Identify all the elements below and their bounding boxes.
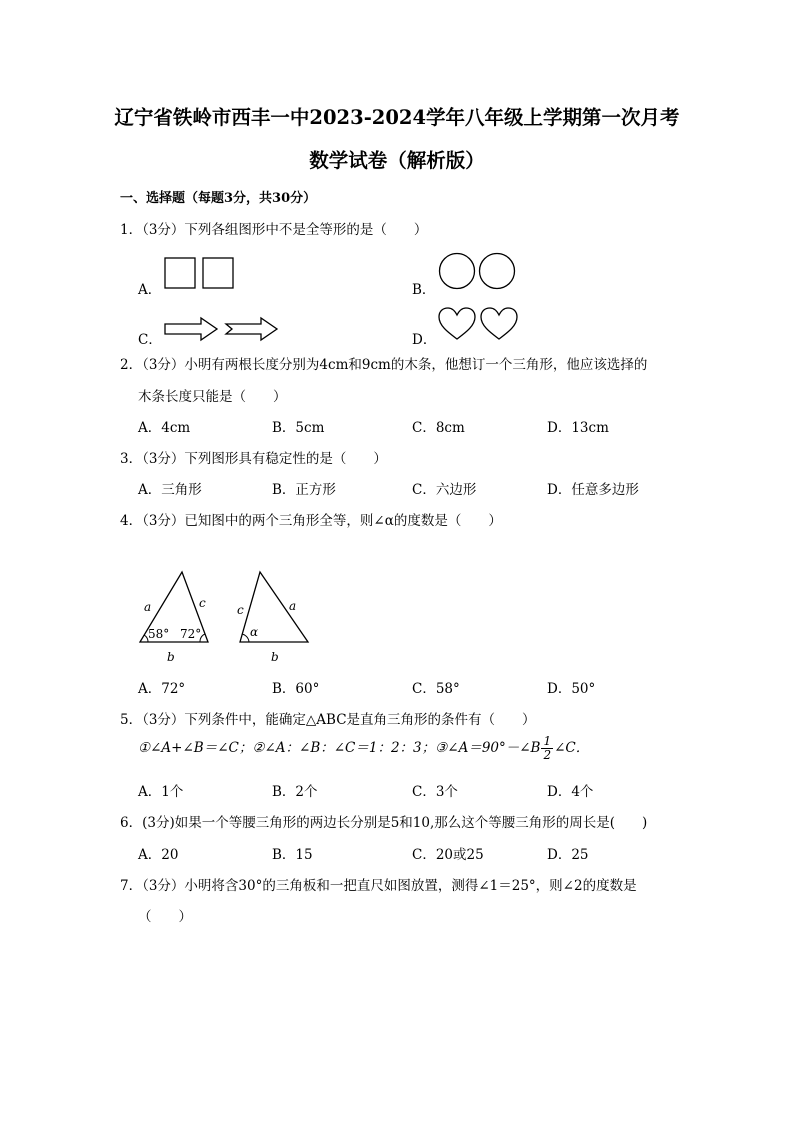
square-shape — [203, 258, 233, 288]
q4-option-c: C．58° — [412, 681, 460, 697]
two-hearts-figure — [437, 306, 521, 342]
q1-option-b-label: B． — [412, 282, 436, 298]
question-1-stem: 1．（3分）下列各组图形中不是全等形的是（ ） — [120, 222, 428, 238]
q1-option-c-label: C． — [138, 332, 162, 348]
q4-option-a: A．72° — [138, 681, 186, 697]
right-side-c-label: c — [237, 603, 244, 617]
q6-option-a: A．20 — [138, 847, 179, 863]
q2-option-a: A．4cm — [138, 420, 191, 436]
left-side-b-label: b — [167, 650, 175, 664]
right-side-a-label: a — [289, 599, 297, 613]
right-side-b-label: b — [271, 650, 279, 664]
q3-option-d: D．任意多边形 — [547, 482, 639, 498]
left-angle-72-label: 72° — [180, 627, 202, 641]
question-7-stem-line1: 7．（3分）小明将含30°的三角板和一把直尺如图放置，测得∠1＝25°，则∠2的度数是 — [120, 878, 637, 894]
q1-option-d-label: D． — [412, 332, 437, 348]
question-4-stem: 4．（3分）已知图中的两个三角形全等，则∠α的度数是（ ） — [120, 513, 502, 529]
heart-shape — [481, 308, 517, 339]
left-angle-58-label: 58° — [148, 627, 170, 641]
question-2-stem-line2: 木条长度只能是（ ） — [138, 389, 287, 405]
q4-option-d: D．50° — [547, 681, 596, 697]
question-3-stem: 3．（3分）下列图形具有稳定性的是（ ） — [120, 451, 387, 467]
left-side-c-label: c — [199, 596, 206, 610]
congruent-triangles-figure — [132, 566, 322, 668]
right-angle-alpha-label: α — [250, 625, 259, 639]
page-title-line1: 辽宁省铁岭市西丰一中2023-2024学年八年级上学期第一次月考 — [114, 106, 680, 129]
right-triangle-angle-arc — [242, 634, 249, 642]
heart-shape — [439, 308, 475, 339]
q5-fraction-denominator: 2 — [543, 748, 552, 762]
q2-option-c: C．8cm — [412, 420, 465, 436]
q5-option-a: A．1个 — [138, 784, 184, 800]
q6-option-c: C．20或25 — [412, 847, 484, 863]
q5-fraction-numerator: 1 — [543, 734, 552, 748]
two-circles-figure — [438, 252, 518, 292]
page-title-line2: 数学试卷（解析版） — [309, 149, 485, 172]
q5-option-c: C．3个 — [412, 784, 458, 800]
question-6-stem: 6．(3分)如果一个等腰三角形的两边长分别是5和10,那么这个等腰三角形的周长是( ) — [120, 815, 648, 831]
q1-option-a-label: A． — [138, 282, 162, 298]
two-squares-figure — [164, 257, 236, 291]
q5-fraction — [541, 735, 553, 762]
q2-option-d: D．13cm — [547, 420, 609, 436]
section-heading: 一、选择题（每题3分，共30分） — [120, 191, 317, 206]
question-5-stem: 5．（3分）下列条件中，能确定△ABC是直角三角形的条件有（ ） — [120, 712, 536, 728]
two-arrows-figure — [163, 316, 281, 342]
q6-option-d: D．25 — [547, 847, 589, 863]
q2-option-b: B．5cm — [272, 420, 325, 436]
q6-option-b: B．15 — [272, 847, 313, 863]
q5-conditions-tail: ∠C． — [554, 740, 590, 756]
circle-shape — [480, 254, 515, 289]
q3-option-c: C．六边形 — [412, 482, 477, 498]
q4-option-b: B．60° — [272, 681, 320, 697]
arrow-shape — [226, 318, 277, 340]
q5-option-d: D．4个 — [547, 784, 594, 800]
question-7-stem-line2: （ ） — [138, 909, 192, 925]
left-side-a-label: a — [144, 600, 152, 614]
q5-conditions-text: ①∠A+∠B＝∠C；②∠A：∠B：∠C＝1：2：3；③∠A＝90°－∠B — [138, 740, 541, 756]
question-5-conditions — [138, 735, 589, 762]
q3-option-a: A．三角形 — [138, 482, 202, 498]
q5-option-b: B．2个 — [272, 784, 318, 800]
square-shape — [165, 258, 195, 288]
arrow-shape — [165, 318, 217, 340]
q3-option-b: B．正方形 — [272, 482, 336, 498]
circle-shape — [440, 254, 475, 289]
question-2-stem-line1: 2．（3分）小明有两根长度分别为4cm和9cm的木条，他想订一个三角形，他应该选择的 — [120, 357, 648, 373]
